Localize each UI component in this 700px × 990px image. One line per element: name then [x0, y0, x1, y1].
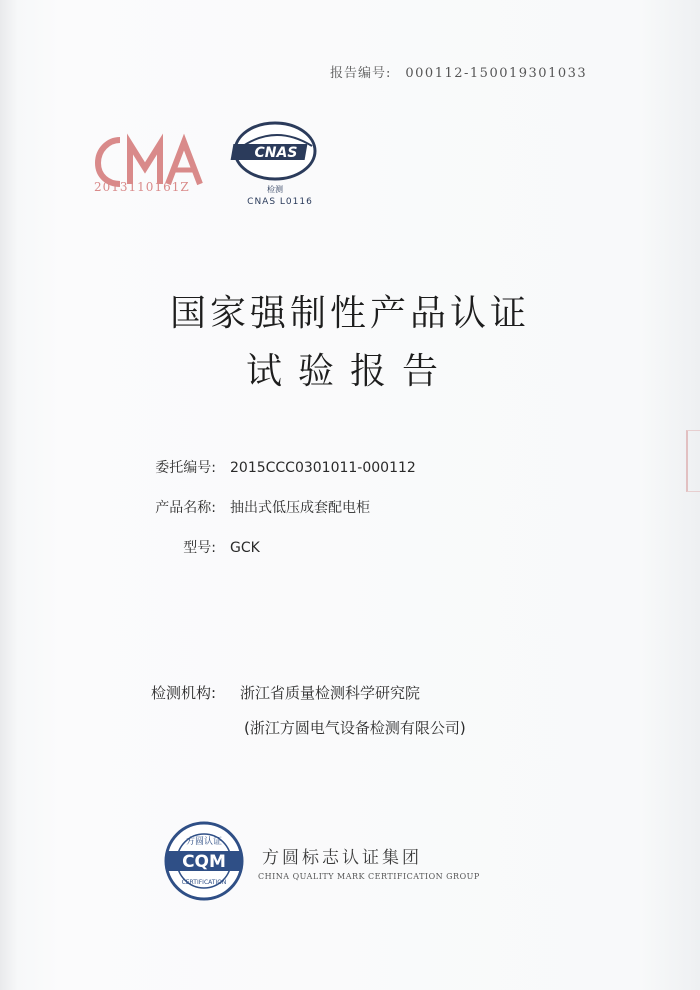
model-label: 型号:	[183, 540, 216, 556]
cnas-logo	[230, 118, 320, 184]
report-number-label: 报告编号:	[330, 66, 392, 81]
cqm-logo-text: CQM	[182, 852, 226, 872]
institution-row	[120, 682, 420, 703]
page-edge-stamp-fragment	[686, 430, 700, 492]
report-number	[330, 62, 587, 81]
commission-number-row	[120, 457, 416, 477]
title-line-1: 国家强制性产品认证	[169, 293, 530, 334]
group-name-chinese: 方圆标志认证集团	[262, 848, 422, 868]
title-line-2: 试验报告	[245, 351, 454, 392]
commission-number-label: 委托编号:	[155, 460, 216, 476]
institution-subname: (浙江方圆电气设备检测有限公司)	[244, 719, 466, 737]
cqm-ring-top-text: 方圆认证	[185, 837, 223, 847]
cqm-ring-bottom-text: CERTIFICATION	[181, 879, 227, 886]
report-number-value: 000112-150019301033	[405, 66, 588, 81]
commission-number-value: 2015CCC0301011-000112	[230, 460, 416, 476]
cma-code: 2013110161Z	[94, 180, 190, 194]
product-name-row	[120, 497, 370, 517]
institution-value: 浙江省质量检测科学研究院	[240, 684, 421, 702]
product-name-value: 抽出式低压成套配电柜	[230, 500, 370, 516]
model-value: GCK	[230, 540, 260, 556]
institution-label: 检测机构:	[150, 684, 216, 702]
product-name-label: 产品名称:	[155, 500, 216, 516]
cnas-code: CNAS L0116	[247, 197, 313, 207]
group-name-english: CHINA QUALITY MARK CERTIFICATION GROUP	[258, 872, 480, 881]
cqm-logo	[163, 820, 245, 902]
cnas-logo-text: CNAS	[254, 145, 298, 161]
model-row	[120, 537, 260, 557]
cnas-subtitle: 检测	[267, 185, 283, 194]
